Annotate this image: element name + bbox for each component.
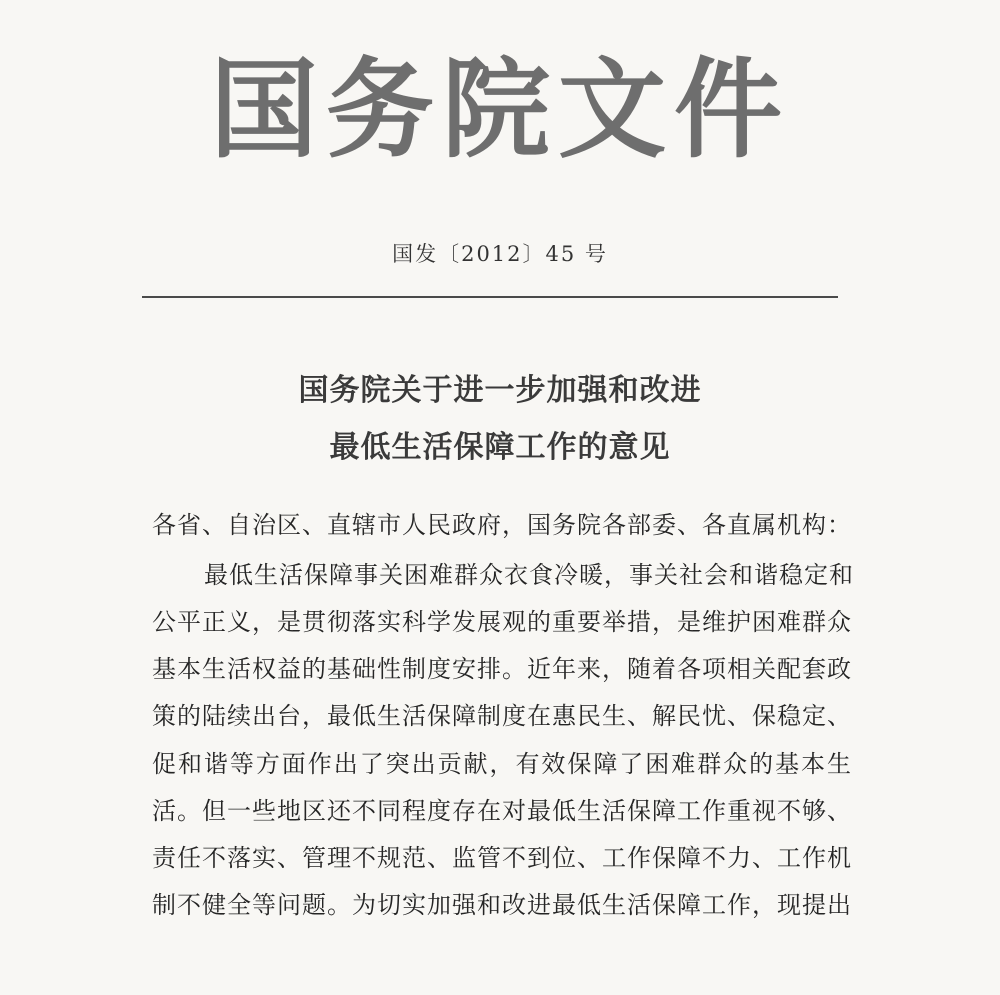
- body-line-7: 责任不落实、管理不规范、监管不到位、工作保障不力、工作机: [152, 844, 852, 872]
- document-number: 国发〔2012〕45 号: [392, 242, 608, 266]
- body-line-1: 最低生活保障事关困难群众衣食冷暖，事关社会和谐稳定和: [204, 561, 854, 589]
- document-title-line-2: 最低生活保障工作的意见: [329, 430, 671, 465]
- body-line-8: 制不健全等问题。为切实加强和改进最低生活保障工作，现提出: [152, 891, 852, 919]
- body-line-6: 活。但一些地区还不同程度存在对最低生活保障工作重视不够、: [152, 797, 852, 825]
- body-line-2: 公平正义，是贯彻落实科学发展观的重要举措，是维护困难群众: [152, 608, 852, 636]
- addressee: 各省、自治区、直辖市人民政府，国务院各部委、各直属机构：: [152, 511, 852, 539]
- document-title-line-1: 国务院关于进一步加强和改进: [298, 373, 702, 408]
- body-line-4: 策的陆续出台，最低生活保障制度在惠民生、解民忧、保稳定、: [152, 702, 852, 730]
- body-line-5: 促和谐等方面作出了突出贡献，有效保障了困难群众的基本生: [152, 750, 852, 778]
- body-line-3: 基本生活权益的基础性制度安排。近年来，随着各项相关配套政: [152, 655, 852, 683]
- header-divider: [142, 296, 838, 298]
- document-header-title: 国务院文件: [209, 48, 790, 173]
